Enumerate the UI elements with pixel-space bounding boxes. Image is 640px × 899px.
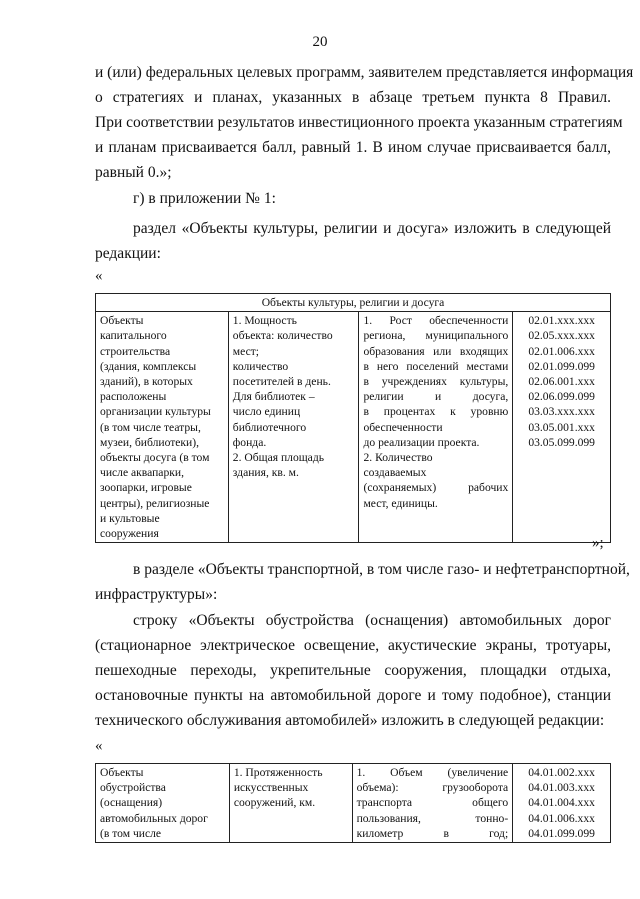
opening-quote: « (95, 268, 103, 284)
paragraph-line: равный 0.»; (95, 164, 172, 181)
cell-line: региона, муниципального (363, 329, 509, 343)
paragraph-line: технического обслуживания автомобилей» изложить в следующей редакции: (95, 712, 605, 729)
cell-line: музеи, библиотеки), (100, 435, 200, 449)
cell-line: 1. Мощность (232, 314, 297, 328)
cell-line: (сохраняемых) рабочих (363, 481, 509, 495)
cell-line: мест; (232, 344, 260, 358)
cell-line: мест, единицы. (363, 496, 438, 510)
cell-line: и культовые (100, 511, 160, 525)
code-line: 02.01.099.099 (528, 359, 595, 373)
cell-line: Объекты (100, 314, 144, 328)
code-line: 04.01.099.099 (528, 826, 595, 840)
cell-line: Для библиотек – (232, 390, 315, 404)
cell-line: (в том числе (100, 826, 162, 840)
cell-line: число единиц (232, 405, 301, 419)
cell-line: капитального (100, 329, 167, 343)
paragraph-line: в разделе «Объекты транспортной, в том числе газо- и нефтетранспортной, (133, 561, 630, 578)
table-cell-capacity (228, 312, 359, 543)
code-line: 04.01.002.xxx (528, 766, 595, 779)
cell-line: (оснащения) (100, 796, 163, 810)
cell-line: расположены (100, 390, 167, 404)
table-cell-indicators (359, 312, 513, 543)
code-line: 02.06.099.099 (528, 390, 595, 404)
cell-line: зоопарки, игровые (100, 481, 192, 495)
cell-line: библиотечного (232, 420, 307, 434)
table-cell-codes (513, 764, 611, 843)
cell-line: объема): грузооборота (356, 781, 509, 795)
table-cell-object-type (96, 312, 229, 543)
code-line: 04.01.006.xxx (528, 811, 595, 825)
table-cell-codes (513, 312, 611, 543)
code-line: 04.01.004.xxx (528, 796, 595, 810)
cell-line: объекта: количество (232, 329, 333, 343)
cell-line: 2. Общая площадь (232, 451, 325, 465)
cell-line: пользования, тонно- (356, 811, 509, 825)
page-number: 20 (312, 34, 328, 50)
cell-line: Объекты (100, 766, 144, 779)
table-cell-length (229, 764, 352, 843)
code-line: 02.01.006.xxx (528, 344, 595, 358)
code-line: 02.06.001.xxx (528, 375, 595, 389)
paragraph-line: раздел «Объекты культуры, религии и досуга» изложить в следующей (133, 220, 611, 237)
cell-line: (здания, комплексы (100, 359, 197, 373)
cell-line: 1. Протяженность (233, 766, 323, 779)
cell-line: здания, кв. м. (232, 466, 299, 480)
list-item-g: г) в приложении № 1: (133, 190, 276, 207)
table-caption: Объекты культуры, религии и досуга (96, 294, 611, 312)
cell-line: в процентах к уровню (363, 405, 509, 419)
cell-line: сооружений, км. (233, 796, 316, 810)
cell-line: транспорта общего (356, 796, 509, 810)
cell-line: числе аквапарки, (100, 466, 184, 480)
cell-line: центры), религиозные (100, 496, 210, 510)
cell-line: строительства (100, 344, 171, 358)
cell-line: религии и досуга, (363, 390, 509, 404)
paragraph-line: (стационарное электрическое освещение, акустические экраны, тротуары, (95, 637, 611, 654)
paragraph-line: строку «Объекты обустройства (оснащения) автомобильных дорог (133, 612, 611, 629)
culture-objects-table (95, 293, 611, 543)
cell-line: километр в год; (356, 826, 509, 840)
cell-line: в учреждениях культуры, (363, 375, 509, 389)
code-line: 02.05.xxx.xxx (528, 329, 595, 343)
table-cell-object-type (96, 764, 230, 843)
code-line: 03.05.001.xxx (528, 420, 595, 434)
cell-line: количество (232, 359, 289, 373)
cell-line: объекты досуга (в том (100, 451, 210, 465)
code-line: 03.03.xxx.xxx (528, 405, 595, 419)
cell-line: в него поселений местами (363, 359, 509, 373)
cell-line: до реализации проекта. (363, 435, 480, 449)
paragraph-line: о стратегиях и планах, указанных в абзаце третьем пункта 8 Правил. (95, 89, 611, 106)
paragraph-line: инфраструктуры»: (95, 586, 218, 603)
cell-line: организации культуры (100, 405, 211, 419)
paragraph-line: При соответствии результатов инвестиционного проекта указанным стратегиям (95, 114, 623, 131)
code-line: 04.01.003.xxx (528, 781, 595, 795)
cell-line: обеспеченности (363, 420, 443, 434)
cell-line: автомобильных дорог (100, 811, 208, 825)
code-line: 02.01.xxx.xxx (528, 314, 595, 328)
opening-quote: « (95, 738, 103, 754)
code-line: 03.05.099.099 (528, 435, 595, 449)
cell-line: посетителей в день. (232, 375, 331, 389)
cell-line: 1. Рост обеспеченности (363, 314, 509, 328)
cell-line: зданий), в которых (100, 375, 193, 389)
cell-line: образования или входящих (363, 344, 509, 358)
cell-line: фонда. (232, 435, 267, 449)
cell-line: 1. Объем (увеличение (356, 766, 509, 779)
cell-line: 2. Количество (363, 451, 433, 465)
cell-line: обустройства (100, 781, 166, 795)
cell-line: (в том числе театры, (100, 420, 201, 434)
paragraph-line: остановочные пункты на автомобильной дороге и тому подобное), станции (95, 687, 611, 704)
cell-line: создаваемых (363, 466, 427, 480)
paragraph-line: редакции: (95, 245, 161, 262)
paragraph-line: пешеходные переходы, укрепительные сооружения, площадки отдыха, (95, 662, 611, 679)
cell-line: искусственных (233, 781, 309, 795)
paragraph-line: и (или) федеральных целевых программ, заявителем представляется информация (95, 64, 634, 81)
closing-quote: »; (592, 535, 604, 551)
road-objects-table (95, 763, 611, 843)
paragraph-line: и планам присваивается балл, равный 1. В ином случае присваивается балл, (95, 139, 611, 156)
table-cell-indicators (352, 764, 513, 843)
cell-line: сооружения (100, 527, 159, 541)
